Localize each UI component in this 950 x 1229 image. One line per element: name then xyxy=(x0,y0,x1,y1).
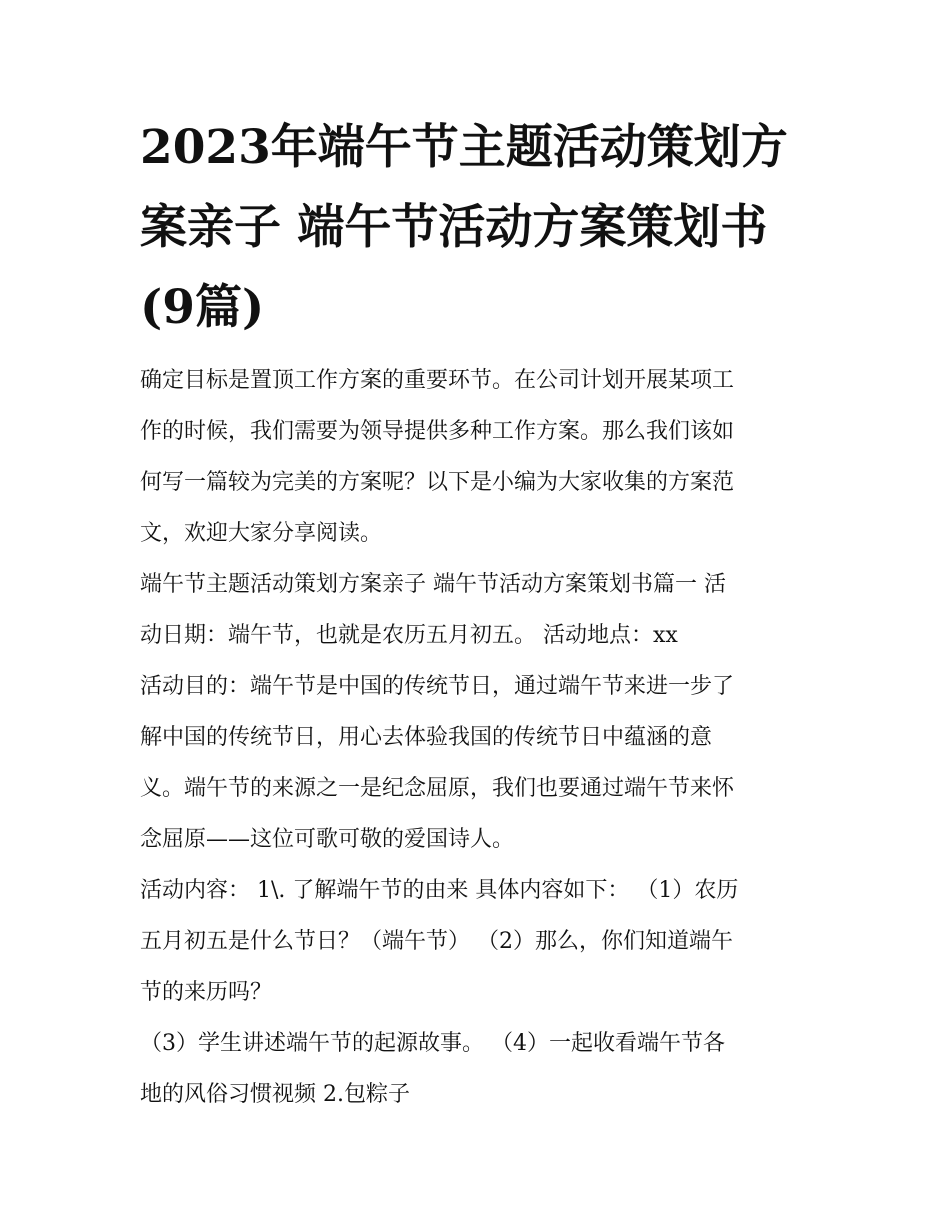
body-line: 文，欢迎大家分享阅读。 xyxy=(140,521,383,546)
body-line: 义。端午节的来源之一是纪念屈原，我们也要通过端午节来怀 xyxy=(140,776,735,801)
body-line: 确定目标是置顶工作方案的重要环节。在公司计划开展某项工 xyxy=(140,368,735,393)
body-line: 活动内容： 1\. 了解端午节的由来 具体内容如下： （1）农历 xyxy=(140,878,739,903)
body-line: 节的来历吗？ xyxy=(140,980,273,1005)
body-line: 解中国的传统节日，用心去体验我国的传统节日中蕴涵的意 xyxy=(140,725,713,750)
body-line: 五月初五是什么节日？（端午节） （2）那么，你们知道端午 xyxy=(140,929,733,954)
body-line: 地的风俗习惯视频 2.包粽子 xyxy=(140,1082,410,1107)
body-line: 活动目的：端午节是中国的传统节日，通过端午节来进一步了 xyxy=(140,674,735,699)
document-title xyxy=(140,108,812,348)
document-body xyxy=(140,355,812,1120)
body-line: 何写一篇较为完美的方案呢？以下是小编为大家收集的方案范 xyxy=(140,470,735,495)
body-line: 念屈原——这位可歌可敬的爱国诗人。 xyxy=(140,827,515,852)
title-line: 案亲子 端午节活动方案策划书 xyxy=(140,200,768,255)
body-line: 端午节主题活动策划方案亲子 端午节活动方案策划书篇一 活 xyxy=(140,572,726,597)
body-line: 动日期：端午节，也就是农历五月初五。 活动地点：xx xyxy=(140,623,678,648)
title-line: (9篇) xyxy=(140,280,265,335)
body-line: （3）学生讲述端午节的起源故事。 （4）一起收看端午节各 xyxy=(140,1031,725,1056)
body-line: 作的时候，我们需要为领导提供多种工作方案。那么我们该如 xyxy=(140,419,735,444)
title-line: 2023年端午节主题活动策划方 xyxy=(140,120,788,175)
